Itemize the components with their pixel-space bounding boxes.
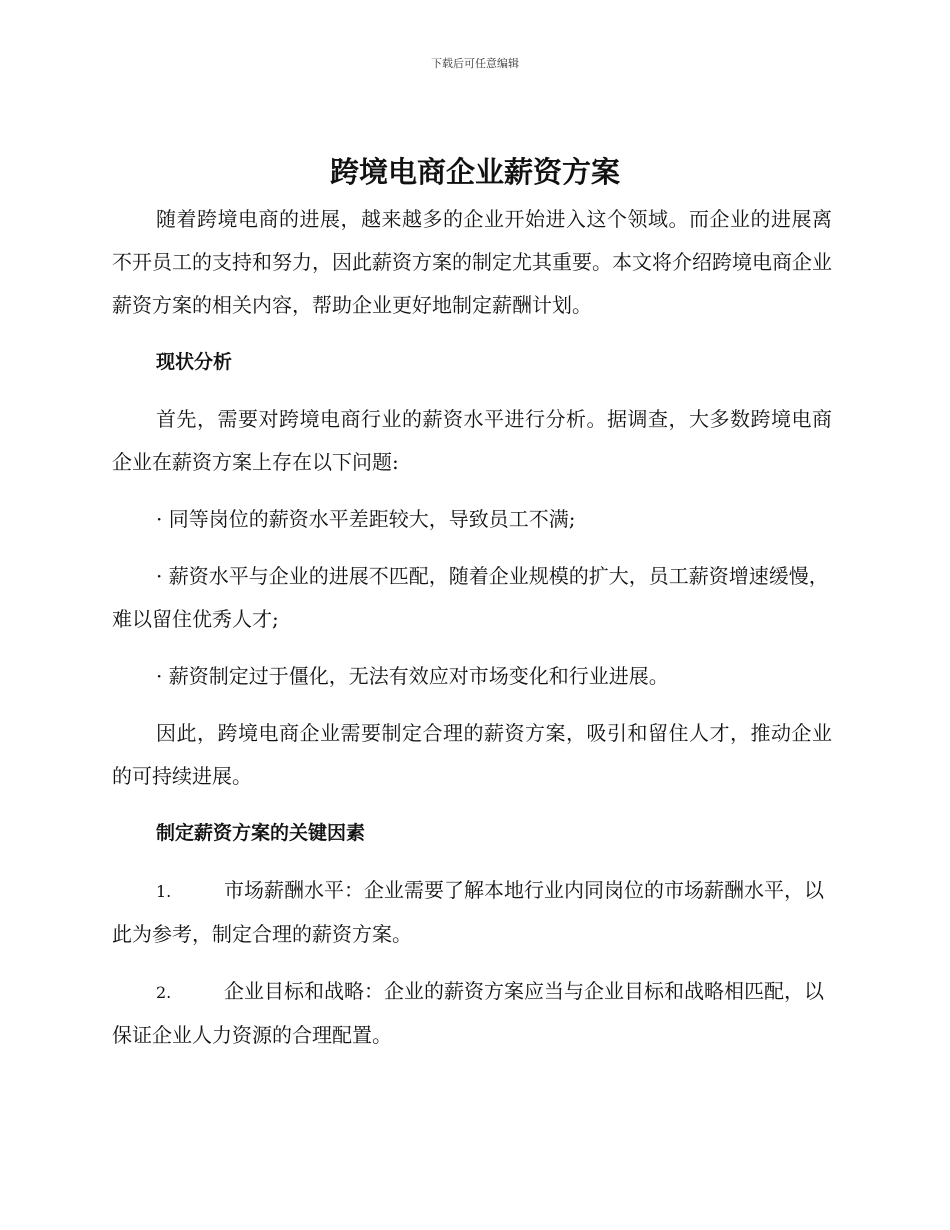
header-note: 下载后可任意编辑 [431, 57, 519, 70]
item-text: 市场薪酬水平：企业需要了解本地行业内同岗位的市场薪酬水平，以此为参考，制定合理的薪资方案。 [112, 878, 824, 946]
item-number: 2. [156, 983, 172, 1002]
item-number: 1. [156, 882, 172, 901]
intro-paragraph: 随着跨境电商的进展，越来越多的企业开始进入这个领域。而企业的进展离不开员工的支持和努力，因此薪资方案的制定尤其重要。本文将介绍跨境电商企业薪资方案的相关内容，帮助企业更好地制定薪酬计划。 [112, 207, 832, 317]
numbered-item [112, 970, 832, 1057]
status-paragraph: 首先，需要对跨境电商行业的薪资水平进行分析。据调查，大多数跨境电商企业在薪资方案上存在以下问题: [112, 407, 832, 474]
numbered-item [112, 869, 832, 956]
bullet-item: · 薪资制定过于僵化，无法有效应对市场变化和行业进展。 [156, 664, 669, 688]
document-body [112, 198, 832, 1071]
bullet-item: · 同等岗位的薪资水平差距较大，导致员工不满; [156, 507, 576, 531]
conclusion-paragraph: 因此，跨境电商企业需要制定合理的薪资方案，吸引和留住人才，推动企业的可持续进展。 [112, 721, 832, 788]
section-heading-status: 现状分析 [156, 351, 233, 373]
document-title: 跨境电商企业薪资方案 [329, 155, 620, 189]
bullet-item: · 薪资水平与企业的进展不匹配，随着企业规模的扩大，员工薪资增速缓慢，难以留住优秀人才; [112, 564, 829, 631]
item-text: 企业目标和战略：企业的薪资方案应当与企业目标和战略相匹配，以保证企业人力资源的合理配置。 [112, 979, 824, 1047]
section-heading-key-factors: 制定薪资方案的关键因素 [156, 822, 366, 844]
